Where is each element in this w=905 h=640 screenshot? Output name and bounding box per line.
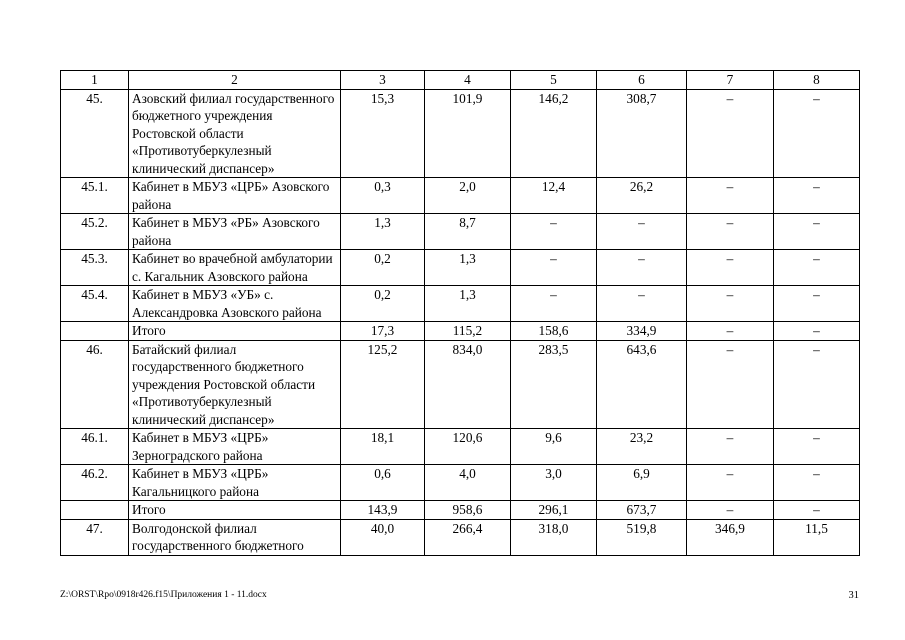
value-col-8: – [774,322,860,341]
table-row [61,286,860,322]
value-col-4: 120,6 [425,429,511,465]
table-row [61,340,860,429]
table-row-total [61,501,860,520]
row-number: 46. [61,340,129,429]
value-col-8: – [774,465,860,501]
institution-name: Азовский филиал государственного бюджетного учреждения Ростовской области «Противотуберкулезный клинический диспансер» [129,89,341,178]
value-col-4: 101,9 [425,89,511,178]
value-col-5: – [511,286,597,322]
value-col-7: – [687,250,774,286]
value-col-3: 18,1 [341,429,425,465]
value-col-7: – [687,501,774,520]
value-col-4: 8,7 [425,214,511,250]
table-row [61,89,860,178]
header-cell-7: 7 [687,71,774,90]
row-number: 45.3. [61,250,129,286]
value-col-8: – [774,214,860,250]
header-cell-1: 1 [61,71,129,90]
value-col-5: 158,6 [511,322,597,341]
value-col-8: 11,5 [774,519,860,555]
value-col-5: 296,1 [511,501,597,520]
value-col-7: 346,9 [687,519,774,555]
institution-name: Кабинет в МБУЗ «РБ» Азовского района [129,214,341,250]
value-col-8: – [774,286,860,322]
institution-name: Батайский филиал государственного бюджетного учреждения Ростовской области «Противотуберкулезный клинический диспансер» [129,340,341,429]
page-number: 31 [848,590,859,601]
value-col-6: 23,2 [597,429,687,465]
value-col-3: 143,9 [341,501,425,520]
header-cell-2: 2 [129,71,341,90]
value-col-4: 958,6 [425,501,511,520]
value-col-7: – [687,465,774,501]
value-col-4: 834,0 [425,340,511,429]
row-number: 45.1. [61,178,129,214]
row-number: 45.4. [61,286,129,322]
table-row [61,250,860,286]
value-col-3: 15,3 [341,89,425,178]
value-col-4: 2,0 [425,178,511,214]
table-row [61,519,860,555]
value-col-4: 4,0 [425,465,511,501]
table-row [61,429,860,465]
value-col-3: 0,2 [341,250,425,286]
value-col-5: 12,4 [511,178,597,214]
header-cell-5: 5 [511,71,597,90]
table-row-total [61,322,860,341]
value-col-5: 318,0 [511,519,597,555]
row-number: 47. [61,519,129,555]
value-col-5: 146,2 [511,89,597,178]
data-table [60,70,860,556]
table-row [61,214,860,250]
value-col-7: – [687,429,774,465]
value-col-8: – [774,340,860,429]
value-col-4: 1,3 [425,286,511,322]
header-cell-4: 4 [425,71,511,90]
value-col-6: – [597,286,687,322]
value-col-6: 308,7 [597,89,687,178]
value-col-3: 17,3 [341,322,425,341]
value-col-4: 1,3 [425,250,511,286]
total-label: Итого [129,501,341,520]
value-col-7: – [687,178,774,214]
value-col-8: – [774,178,860,214]
institution-name: Волгодонской филиал государственного бюджетного [129,519,341,555]
institution-name: Кабинет в МБУЗ «ЦРБ» Кагальницкого района [129,465,341,501]
value-col-7: – [687,214,774,250]
value-col-6: 334,9 [597,322,687,341]
value-col-6: 519,8 [597,519,687,555]
header-cell-8: 8 [774,71,860,90]
value-col-8: – [774,89,860,178]
value-col-3: 0,2 [341,286,425,322]
table-row [61,178,860,214]
institution-name: Кабинет в МБУЗ «ЦРБ» Зерноградского района [129,429,341,465]
row-number [61,322,129,341]
value-col-3: 1,3 [341,214,425,250]
value-col-3: 40,0 [341,519,425,555]
value-col-7: – [687,286,774,322]
file-path-footer: Z:\ORST\Rpo\0918r426.f15\Приложения 1 - 11.docx [60,590,267,600]
value-col-5: – [511,214,597,250]
table-row [61,465,860,501]
value-col-8: – [774,501,860,520]
value-col-3: 0,3 [341,178,425,214]
value-col-5: 9,6 [511,429,597,465]
value-col-8: – [774,250,860,286]
row-number: 46.1. [61,429,129,465]
value-col-6: – [597,214,687,250]
value-col-5: 283,5 [511,340,597,429]
row-number: 46.2. [61,465,129,501]
row-number: 45. [61,89,129,178]
value-col-4: 115,2 [425,322,511,341]
value-col-5: – [511,250,597,286]
value-col-6: 26,2 [597,178,687,214]
value-col-8: – [774,429,860,465]
value-col-6: – [597,250,687,286]
value-col-3: 125,2 [341,340,425,429]
institution-name: Кабинет в МБУЗ «ЦРБ» Азовского района [129,178,341,214]
value-col-7: – [687,340,774,429]
table-header-row [61,71,860,90]
header-cell-3: 3 [341,71,425,90]
institution-name: Кабинет в МБУЗ «УБ» с. Александровка Азовского района [129,286,341,322]
value-col-5: 3,0 [511,465,597,501]
row-number [61,501,129,520]
value-col-6: 6,9 [597,465,687,501]
total-label: Итого [129,322,341,341]
header-cell-6: 6 [597,71,687,90]
institution-name: Кабинет во врачебной амбулатории с. Кагальник Азовского района [129,250,341,286]
row-number: 45.2. [61,214,129,250]
value-col-3: 0,6 [341,465,425,501]
value-col-6: 643,6 [597,340,687,429]
value-col-7: – [687,89,774,178]
value-col-6: 673,7 [597,501,687,520]
value-col-7: – [687,322,774,341]
value-col-4: 266,4 [425,519,511,555]
